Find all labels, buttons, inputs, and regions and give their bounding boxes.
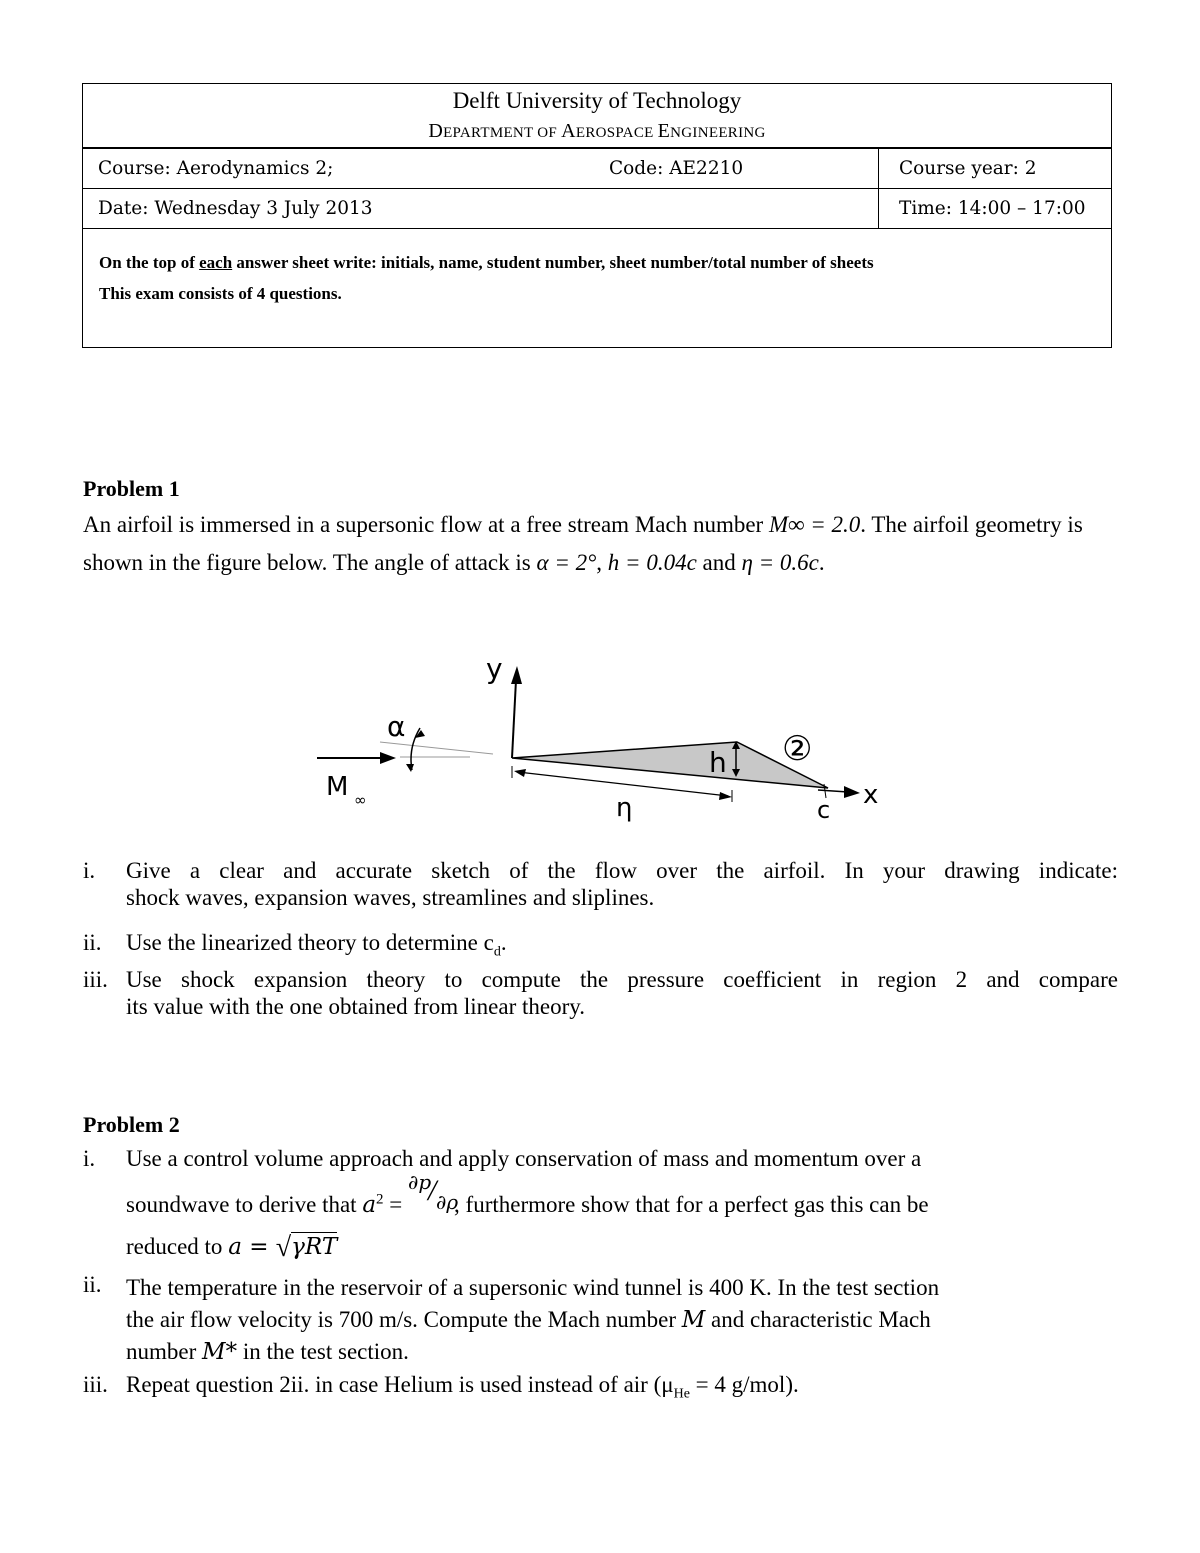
x-axis-label: x xyxy=(863,780,879,810)
problem-1-title: Problem 1 xyxy=(83,476,180,501)
problem-1-intro: An airfoil is immersed in a supersonic flow at a free stream Mach number M∞ = 2.0. The airfoil geometry is shown in the figure below. The angle of attack is α = 2°, h = 0.04c and η = 0.6c. xyxy=(83,512,1083,575)
cell-divider xyxy=(878,189,879,228)
university-name: Delft University of Technology xyxy=(452,88,742,113)
date-row xyxy=(83,189,1111,229)
y-axis-arrowhead xyxy=(511,666,522,684)
c-label: c xyxy=(817,796,831,824)
problem-2-title: Problem 2 xyxy=(83,1112,180,1137)
problem-2-question-iii: iii. Repeat question 2ii. in case Helium is used instead of air ($\mu_{He} = 4$ g/mol). xyxy=(83,1372,799,1402)
course-name: Course: Aerodynamics 2; xyxy=(98,158,334,179)
course-code: Code: AE2210 xyxy=(609,158,744,179)
cell-divider xyxy=(878,149,879,188)
problem-2-question-ii: ii. The temperature in the reservoir of a supersonic wind tunnel is 400 K. In the test section the air flow velocity is 700 m/s. Compute the Mach number M and characteristic Mach number M* in the test section. xyxy=(83,1272,940,1365)
exam-header-table xyxy=(82,83,1112,348)
h-label: h xyxy=(709,746,727,779)
sound-speed-derivation-line: soundwave to derive that $a^2$ = ∂p / ∂ρ , furthermore show that for a perfect gas this can be xyxy=(126,1170,929,1218)
instructions-row xyxy=(83,229,1111,347)
dp-drho-fraction: ∂p / ∂ρ xyxy=(408,1170,459,1214)
infinity-subscript: ∞ xyxy=(354,791,367,809)
eta-label: η xyxy=(616,793,633,823)
airfoil-diagram xyxy=(300,640,910,840)
problem-1-question-i: i. Give a clear and accurate sketch of the flow over the airfoil. In your drawing indicate: shock waves, expansion waves, streamlines and sliplines. xyxy=(83,858,1118,910)
freestream-arrowhead xyxy=(380,752,396,764)
problem-1-question-iii: iii. Use shock expansion theory to compute the pressure coefficient in region 2 and compare its value with the one obtained from linear theory. xyxy=(83,967,1118,1019)
exam-time: Time: 14:00 – 17:00 xyxy=(899,198,1086,219)
chord-reference-line xyxy=(380,742,493,754)
course-year: Course year: 2 xyxy=(899,158,1037,179)
problem-1-question-ii: ii. Use the linearized theory to determine $c_d$. xyxy=(83,930,507,960)
department-name: DEPARTMENT OF AEROSPACE ENGINEERING xyxy=(428,120,766,142)
exam-question-count: This exam consists of 4 questions. xyxy=(99,284,342,303)
alpha-label: α xyxy=(387,710,406,743)
airfoil-shape xyxy=(512,742,828,788)
exam-date: Date: Wednesday 3 July 2013 xyxy=(98,198,373,219)
course-row xyxy=(83,149,1111,189)
airfoil-figure xyxy=(300,640,910,840)
problem-2-question-i: i. Use a control volume approach and apply conservation of mass and momentum over a soundwave to derive that $a^2$ = ∂p / ∂ρ , furthermore show that for a perfect gas this can be reduced to a = √γRT xyxy=(83,1146,929,1263)
x-axis-arrowhead xyxy=(844,786,860,798)
mach-label: M xyxy=(326,772,349,802)
y-axis-label: y xyxy=(486,652,503,685)
region-2-label: ② xyxy=(782,729,813,769)
x-axis xyxy=(818,790,848,792)
answer-sheet-instruction: On the top of each answer sheet write: initials, name, student number, sheet number/total number of sheets xyxy=(99,253,874,272)
y-axis xyxy=(512,680,516,758)
header-title-row xyxy=(83,84,1111,149)
perfect-gas-line: reduced to a = √γRT xyxy=(126,1232,338,1263)
